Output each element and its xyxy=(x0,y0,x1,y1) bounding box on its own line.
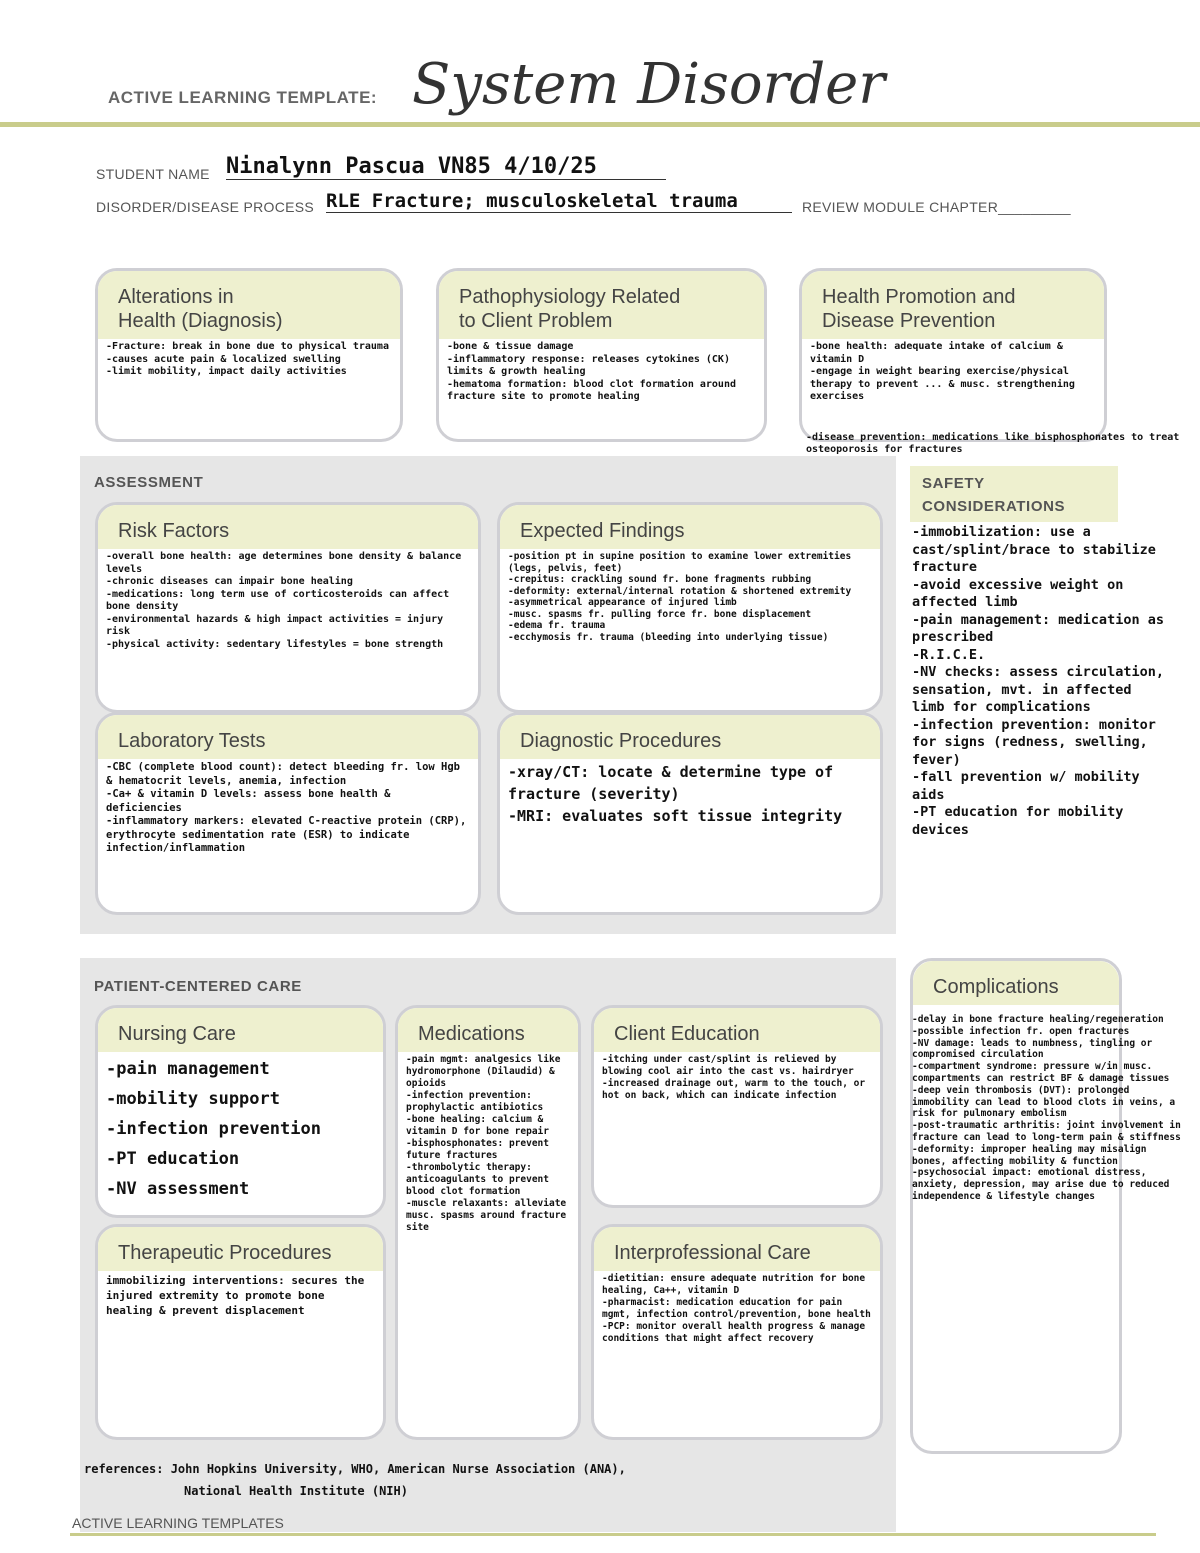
interprofessional-care-box xyxy=(591,1224,883,1440)
patient-centered-care-label: PATIENT-CENTERED CARE xyxy=(94,978,302,995)
disorder-label: DISORDER/DISEASE PROCESS xyxy=(96,199,315,215)
lab-tests-title: Laboratory Tests xyxy=(98,715,478,759)
pathophysiology-title: Pathophysiology Related to Client Problem xyxy=(439,271,764,339)
nursing-care-box xyxy=(95,1005,386,1218)
risk-factors-title: Risk Factors xyxy=(98,505,478,549)
client-education-content: -itching under cast/splint is relieved by blowing cool air into the cast vs. hairdryer -increased drainage out, warm to the touch, or hot on back, which can indicate infection xyxy=(602,1054,866,1101)
student-name-value[interactable]: Ninalynn Pascua VN85 4/10/25 xyxy=(226,154,666,180)
medications-box xyxy=(395,1005,581,1440)
assessment-label: ASSESSMENT xyxy=(94,474,204,491)
interprofessional-care-content: -dietitian: ensure adequate nutrition for bone healing, Ca++, vitamin D -pharmacist: medication education for pain mgmt, infection control/prevention, bone health -PCP: monitor overall health progress & manage conditions that might affect recovery xyxy=(602,1273,871,1344)
client-education-title: Client Education xyxy=(594,1008,880,1052)
pathophysiology-content: -bone & tissue damage -inflammatory response: releases cytokines (CK) limits & growth healing -hematoma formation: blood clot formation around fracture site to promote healing xyxy=(447,341,736,402)
health-promotion-box xyxy=(799,268,1107,442)
risk-factors-box xyxy=(95,502,481,713)
footer-divider xyxy=(70,1533,1156,1536)
diagnostic-procedures-box xyxy=(497,712,883,915)
risk-factors-content: -overall bone health: age determines bone density & balance levels -chronic diseases can impair bone healing -medications: long term use of corticosteroids can affect bone density -environmental hazards & high impact activities = injury risk -physical activity: sedentary lifestyles = bone strength xyxy=(106,551,462,650)
diagnostic-procedures-title: Diagnostic Procedures xyxy=(500,715,880,759)
medications-title: Medications xyxy=(398,1008,578,1052)
template-title: System Disorder xyxy=(412,52,886,117)
alterations-box xyxy=(95,268,403,442)
template-label: ACTIVE LEARNING TEMPLATE: xyxy=(108,88,378,107)
expected-findings-box xyxy=(497,502,883,713)
safety-title: SAFETY CONSIDERATIONS xyxy=(922,475,1066,515)
therapeutic-procedures-box xyxy=(95,1224,386,1440)
safety-content: -immobilization: use a cast/splint/brace to stabilize fracture -avoid excessive weight on affected limb -pain management: medication as prescribed -R.I.C.E. -NV checks: assess circulation, sensation, mvt. in affected limb for complications -infection prevention: monitor for signs (redness, swelling, fever) -fall prevention w/ mobility aids -PT education for mobility devices xyxy=(912,524,1164,838)
complications-title: Complications xyxy=(913,961,1119,1005)
medications-content: -pain mgmt: analgesics like hydromorphone (Dilaudid) & opioids -infection prevention: prophylactic antibiotics -bone healing: calcium & vitamin D for bone repair -bisphosphonates: prevent future fractures -thrombolytic therapy: anticoagulants to prevent blood clot formation -muscle relaxants: alleviate musc. spasms around fracture site xyxy=(406,1054,567,1233)
pathophysiology-box xyxy=(436,268,767,442)
therapeutic-procedures-content: immobilizing interventions: secures the injured extremity to promote bone healing & prevent displacement xyxy=(106,1274,365,1317)
nursing-care-title: Nursing Care xyxy=(98,1008,383,1052)
header-divider xyxy=(0,122,1200,127)
footer-label: ACTIVE LEARNING TEMPLATES xyxy=(72,1515,284,1531)
complications-content: -delay in bone fracture healing/regeneration -possible infection fr. open fractures -NV damage: leads to numbness, tingling or compromised circulation -compartment syndrome: pressure w/in musc. compartments can restrict BF & damage tissues -deep vein thrombosis (DVT): prolonged immobility can lead to blood clots in veins, a risk for pulmonary embolism -post-traumatic arthritis: joint involvement in fracture can lead to long-term pain & stiffness -deformity: improper healing may misalign bones, affecting mobility & function -psychosocial impact: emotional distress, anxiety, depression, may arise due to reduced independence & lifestyle changes xyxy=(912,1014,1181,1202)
therapeutic-procedures-title: Therapeutic Procedures xyxy=(98,1227,383,1271)
alterations-content: -Fracture: break in bone due to physical trauma -causes acute pain & localized swelling -limit mobility, impact daily activities xyxy=(106,341,389,377)
health-promotion-overflow: -disease prevention: medications like bisphosphonates to treat osteoporosis for fractures xyxy=(806,432,1180,455)
review-module-label: REVIEW MODULE CHAPTER_________ xyxy=(802,199,1071,215)
health-promotion-title: Health Promotion and Disease Prevention xyxy=(802,271,1104,339)
lab-tests-box xyxy=(95,712,481,915)
references: references: John Hopkins University, WHO, American Nurse Association (ANA), National Health Institute (NIH) xyxy=(84,1462,626,1498)
expected-findings-title: Expected Findings xyxy=(500,505,880,549)
alterations-title: Alterations in Health (Diagnosis) xyxy=(98,271,400,339)
client-education-box xyxy=(591,1005,883,1208)
health-promotion-content: -bone health: adequate intake of calcium & vitamin D -engage in weight bearing exercise/physical therapy to prevent ... & musc. strengthening exercises xyxy=(810,341,1075,402)
interprofessional-care-title: Interprofessional Care xyxy=(594,1227,880,1271)
nursing-care-content: -pain management -mobility support -infection prevention -PT education -NV assessment xyxy=(106,1059,321,1199)
student-name-label: STUDENT NAME xyxy=(96,166,210,182)
expected-findings-content: -position pt in supine position to examine lower extremities (legs, pelvis, feet) -crepitus: crackling sound fr. bone fragments rubbing -deformity: external/internal rotation & shortened extremity -asymmetrical appearance of injured limb -musc. spasms fr. pulling force fr. bone displacement -edema fr. trauma -ecchymosis fr. trauma (bleeding into underlying tissue) xyxy=(508,551,852,643)
lab-tests-content: -CBC (complete blood count): detect bleeding fr. low Hgb & hematocrit levels, anemia, infection -Ca+ & vitamin D levels: assess bone health & deficiencies -inflammatory markers: elevated C-reactive protein (CRP), erythrocyte sedimentation rate (ESR) to indicate infection/inflammation xyxy=(106,761,467,854)
diagnostic-procedures-content: -xray/CT: locate & determine type of fracture (severity) -MRI: evaluates soft tissue integrity xyxy=(508,763,843,825)
disorder-value[interactable]: RLE Fracture; musculoskeletal trauma xyxy=(326,190,792,213)
